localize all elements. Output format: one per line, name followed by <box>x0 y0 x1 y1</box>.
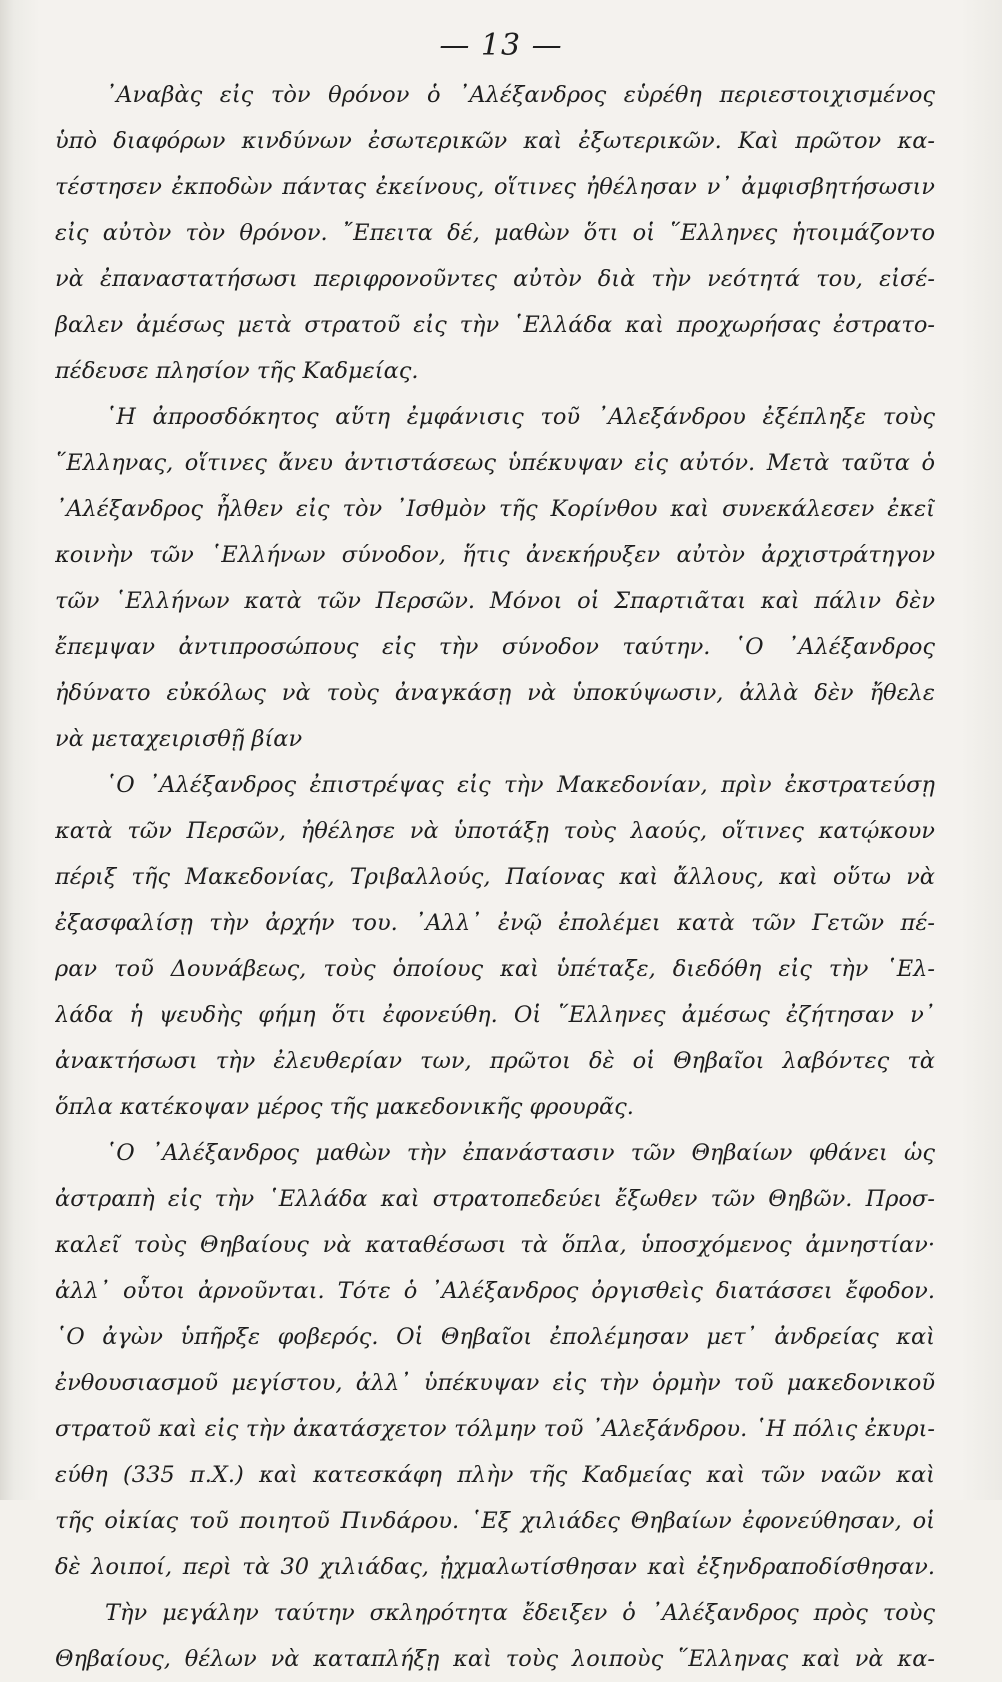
text-line: τῶν ῾Ελλήνων κατὰ τῶν Περσῶν. Μόνοι οἱ Σπαρτιᾶται καὶ πάλιν δὲν <box>55 588 935 614</box>
text-line: κατὰ τῶν Περσῶν, ἠθέλησε νὰ ὑποτάξῃ τοὺς λαούς, οἵτινες κατῴκουν <box>55 818 935 844</box>
text-line: εἰς αὐτὸν τὸν θρόνον. ῎Επειτα δέ, μαθὼν ὅτι οἱ ῞Ελληνες ἡτοιμάζοντο <box>55 220 935 246</box>
text-line: ῾Ο ᾿Αλέξανδρος ἐπιστρέψας εἰς τὴν Μακεδονίαν, πρὶν ἐκστρατεύσῃ <box>105 772 935 798</box>
text-line: ῾Η ἀπροσδόκητος αὕτη ἐμφάνισις τοῦ ᾿Αλεξάνδρου ἐξέπληξε τοὺς <box>105 404 935 430</box>
text-line: ᾿Αναβὰς εἰς τὸν θρόνον ὁ ᾿Αλέξανδρος εὑρέθη περιεστοιχισμένος <box>105 82 935 108</box>
text-line: τῆς οἰκίας τοῦ ποιητοῦ Πινδάρου. ῾Εξ χιλιάδες Θηβαίων ἐφονεύθησαν, οἱ <box>55 1508 935 1534</box>
text-line: εύθη (335 π.Χ.) καὶ κατεσκάφη πλὴν τῆς Καδμείας καὶ τῶν ναῶν καὶ <box>55 1462 935 1488</box>
text-line: Θηβαίους, θέλων νὰ καταπλήξῃ καὶ τοὺς λοιποὺς ῞Ελληνας καὶ νὰ κα- <box>55 1646 935 1672</box>
text-line: ἀνακτήσωσι τὴν ἐλευθερίαν των, πρῶτοι δὲ οἱ Θηβαῖοι λαβόντες τὰ <box>55 1048 935 1074</box>
text-line: ἀστραπὴ εἰς τὴν ῾Ελλάδα καὶ στρατοπεδεύει ἔξωθεν τῶν Θηβῶν. Προσ- <box>55 1186 935 1212</box>
text-line: κοινὴν τῶν ῾Ελλήνων σύνοδον, ἥτις ἀνεκήρυξεν αὐτὸν ἀρχιστράτηγον <box>55 542 935 568</box>
text-line: ῾Ο ἀγὼν ὑπῆρξε φοβερός. Οἱ Θηβαῖοι ἐπολέμησαν μετ᾿ ἀνδρείας καὶ <box>55 1324 935 1350</box>
text-line: νὰ ἐπαναστατήσωσι περιφρονοῦντες αὐτὸν διὰ τὴν νεότητά του, εἰσέ- <box>55 266 935 292</box>
text-line: ῞Ελληνας, οἵτινες ἄνευ ἀντιστάσεως ὑπέκυψαν εἰς αὐτόν. Μετὰ ταῦτα ὁ <box>55 450 935 476</box>
text-line: ᾿Αλέξανδρος ἦλθεν εἰς τὸν ᾿Ισθμὸν τῆς Κορίνθου καὶ συνεκάλεσεν ἐκεῖ <box>55 496 935 522</box>
text-line: βαλεν ἀμέσως μετὰ στρατοῦ εἰς τὴν ῾Ελλάδα καὶ προχωρήσας ἐστρατο- <box>55 312 935 338</box>
text-line: ἐνθουσιασμοῦ μεγίστου, ἀλλ᾿ ὑπέκυψαν εἰς τὴν ὁρμὴν τοῦ μακεδονικοῦ <box>55 1370 935 1396</box>
text-line: ἠδύνατο εὐκόλως νὰ τοὺς ἀναγκάσῃ νὰ ὑποκύψωσιν, ἀλλὰ δὲν ἤθελε <box>55 680 935 706</box>
text-line: Τὴν μεγάλην ταύτην σκληρότητα ἔδειξεν ὁ ᾿Αλέξανδρος πρὸς τοὺς <box>105 1600 935 1626</box>
text-line: ἔπεμψαν ἀντιπροσώπους εἰς τὴν σύνοδον ταύτην. ῾Ο ᾿Αλέξανδρος <box>55 634 935 660</box>
text-line: στρατοῦ καὶ εἰς τὴν ἀκατάσχετον τόλμην τοῦ ᾿Αλεξάνδρου. ῾Η πόλις ἐκυρι- <box>55 1416 935 1442</box>
text-line: ὑπὸ διαφόρων κινδύνων ἐσωτερικῶν καὶ ἐξωτερικῶν. Καὶ πρῶτον κα- <box>55 128 935 154</box>
text-line: πέριξ τῆς Μακεδονίας, Τριβαλλούς, Παίονας καὶ ἄλλους, καὶ οὕτω νὰ <box>55 864 935 890</box>
text-line: ραν τοῦ Δουνάβεως, τοὺς ὁποίους καὶ ὑπέταξε, διεδόθη εἰς τὴν ῾Ελ- <box>55 956 935 982</box>
text-line: νὰ μεταχειρισθῇ βίαν <box>55 726 303 752</box>
text-line: καλεῖ τοὺς Θηβαίους νὰ καταθέσωσι τὰ ὅπλα, ὑποσχόμενος ἀμνηστίαν· <box>55 1232 935 1258</box>
text-line: τέστησεν ἐκποδὼν πάντας ἐκείνους, οἵτινες ἠθέλησαν ν᾿ ἀμφισβητήσωσιν <box>55 174 935 200</box>
text-line: ἐξασφαλίσῃ τὴν ἀρχήν του. ᾿Αλλ᾿ ἐνῷ ἐπολέμει κατὰ τῶν Γετῶν πέ- <box>55 910 935 936</box>
text-line: ἀλλ᾿ οὗτοι ἀρνοῦνται. Τότε ὁ ᾿Αλέξανδρος ὀργισθεὶς διατάσσει ἔφοδον. <box>55 1278 935 1304</box>
body-text <box>55 72 935 1682</box>
text-line: πέδευσε πλησίον τῆς Καδμείας. <box>55 358 419 384</box>
text-line: λάδα ἡ ψευδὴς φήμη ὅτι ἐφονεύθη. Οἱ ῞Ελληνες ἀμέσως ἐζήτησαν ν᾿ <box>55 1002 935 1028</box>
text-line: ὅπλα κατέκοψαν μέρος τῆς μακεδονικῆς φρουρᾶς. <box>55 1094 634 1120</box>
page-number: — 13 — <box>439 28 563 63</box>
text-line: ῾Ο ᾿Αλέξανδρος μαθὼν τὴν ἐπανάστασιν τῶν Θηβαίων φθάνει ὡς <box>105 1140 935 1166</box>
text-line: δὲ λοιποί, περὶ τὰ 30 χιλιάδας, ᾐχμαλωτίσθησαν καὶ ἐξηνδραποδίσθησαν. <box>55 1554 935 1580</box>
